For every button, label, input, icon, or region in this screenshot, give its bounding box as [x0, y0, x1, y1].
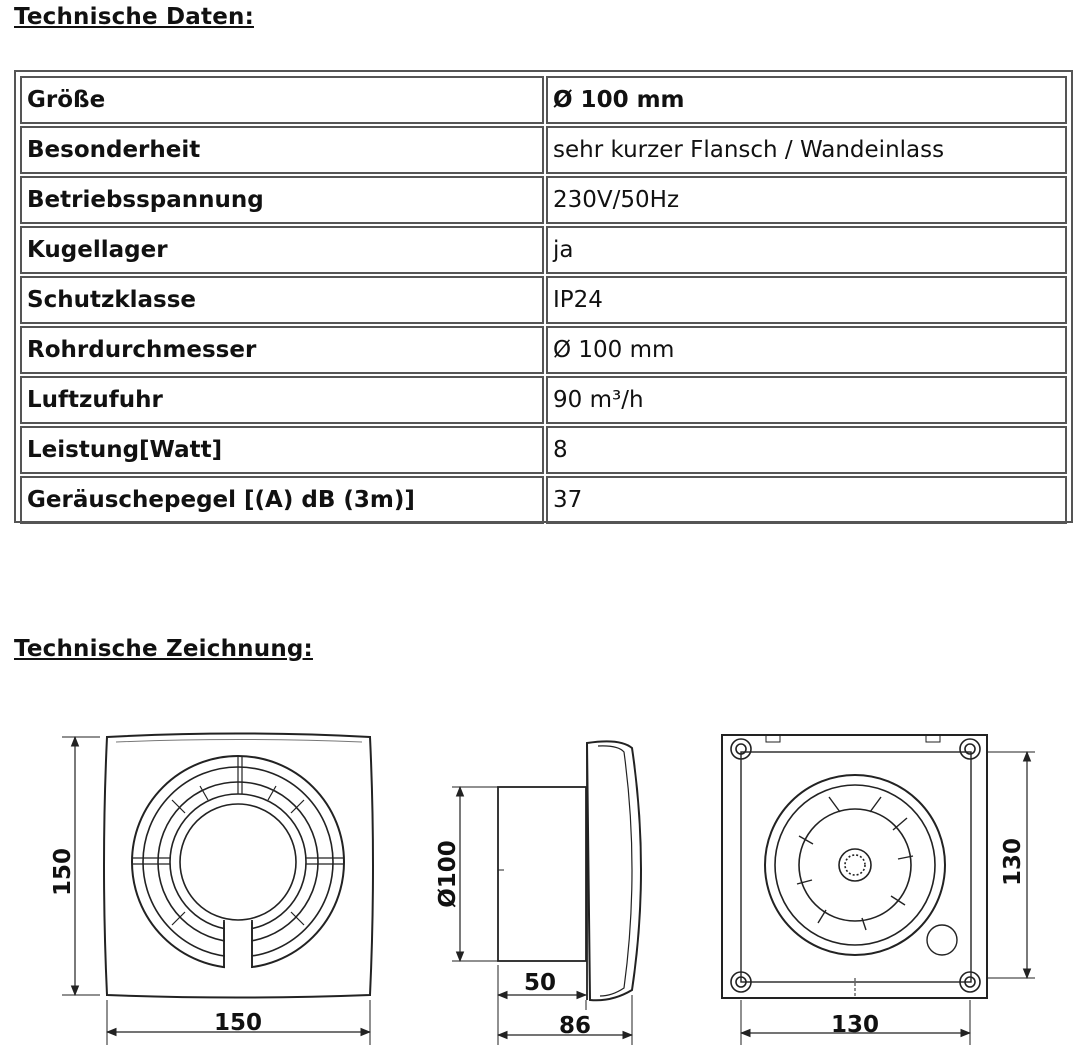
spec-table: [14, 70, 1073, 523]
dim-side-depth-short: 50: [523, 970, 557, 996]
spec-value: 8: [546, 426, 1067, 474]
table-row: [20, 226, 1067, 274]
spec-value: 37: [546, 476, 1067, 524]
dim-front-height: 150: [50, 847, 76, 897]
table-row: [20, 176, 1067, 224]
table-row: [20, 426, 1067, 474]
spec-value: Ø 100 mm: [546, 76, 1067, 124]
spec-key: Betriebsspannung: [20, 176, 544, 224]
spec-key: Leistung[Watt]: [20, 426, 544, 474]
table-row: [20, 376, 1067, 424]
side-view-drawing: [452, 741, 641, 1045]
table-row: [20, 326, 1067, 374]
spec-value: 230V/50Hz: [546, 176, 1067, 224]
table-row: [20, 126, 1067, 174]
dim-side-diameter: Ø100: [435, 840, 461, 908]
spec-key: Luftzufuhr: [20, 376, 544, 424]
table-row: [20, 76, 1067, 124]
spec-key: Schutzklasse: [20, 276, 544, 324]
spec-key: Rohrdurchmesser: [20, 326, 544, 374]
spec-key: Besonderheit: [20, 126, 544, 174]
dim-back-width: 130: [830, 1012, 880, 1038]
spec-value: IP24: [546, 276, 1067, 324]
section-heading-technical-data: Technische Daten:: [14, 4, 254, 30]
spec-key: Größe: [20, 76, 544, 124]
dim-back-height: 130: [1000, 837, 1026, 887]
table-row: [20, 276, 1067, 324]
technical-drawing: [0, 700, 1080, 1052]
spec-value: sehr kurzer Flansch / Wandeinlass: [546, 126, 1067, 174]
spec-key: Kugellager: [20, 226, 544, 274]
back-view-drawing: [722, 735, 1035, 1045]
spec-value: 90 m³/h: [546, 376, 1067, 424]
spec-value: Ø 100 mm: [546, 326, 1067, 374]
spec-value: ja: [546, 226, 1067, 274]
section-heading-technical-drawing: Technische Zeichnung:: [14, 636, 313, 662]
dim-side-depth-total: 86: [558, 1013, 592, 1039]
front-view-drawing: [62, 734, 373, 1046]
table-row: [20, 476, 1067, 524]
dim-front-width: 150: [213, 1010, 263, 1036]
spec-key: Geräuschepegel [(A) dB (3m)]: [20, 476, 544, 524]
